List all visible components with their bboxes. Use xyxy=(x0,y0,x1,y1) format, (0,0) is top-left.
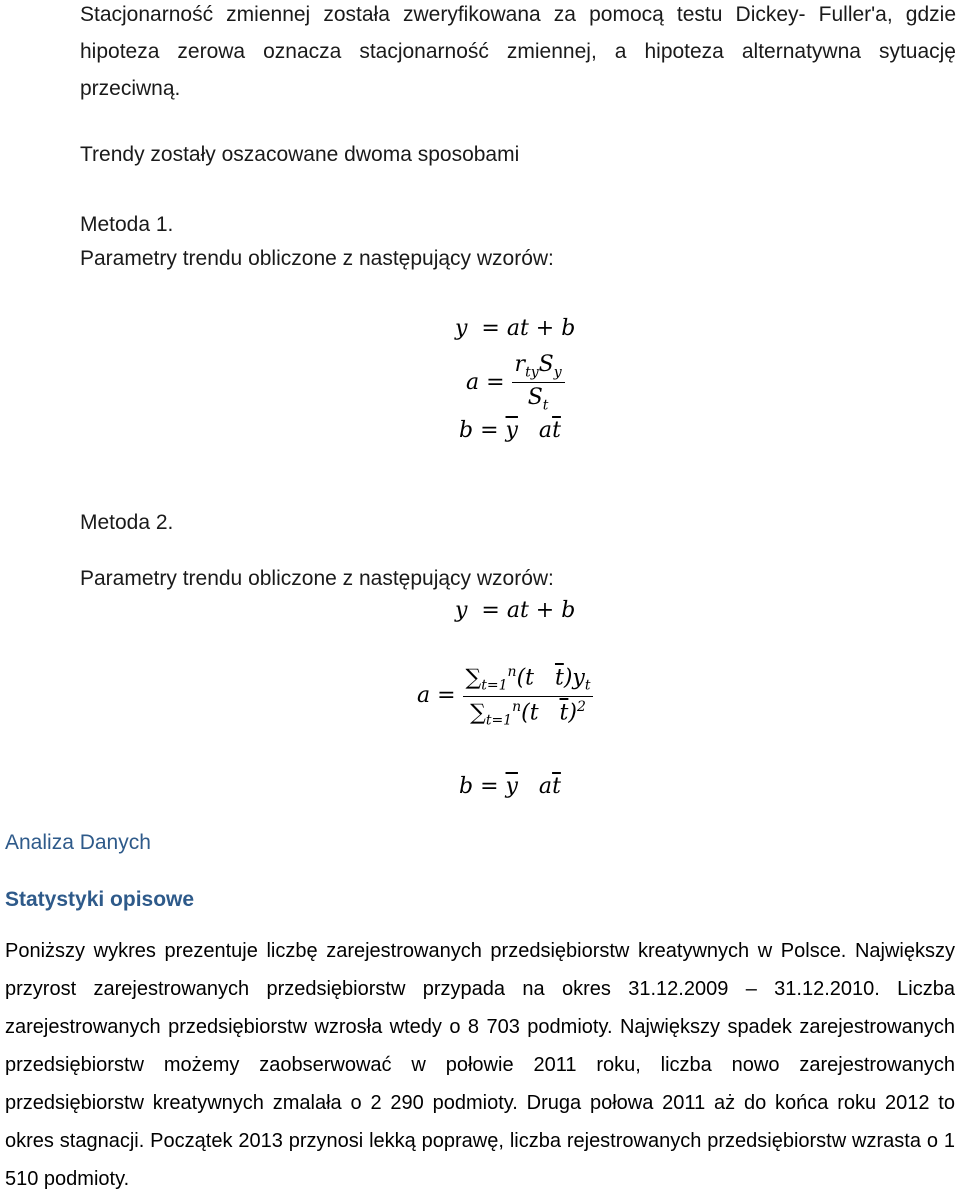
method2-formula-b: $b = \overline{y}$ $a\overline{t}$ xyxy=(459,774,561,799)
intro-paragraph: Stacjonarność zmiennej została zweryfikowana za pomocą testu Dickey- Fuller'a, gdzie hipoteza zerowa oznacza stacjonarność zmiennej, a hipoteza alternatywna sytuację przeciwną. xyxy=(80,3,956,100)
method2-description: Parametry trendu obliczone z następujący wzorów: xyxy=(80,567,554,590)
method1-title: Metoda 1. xyxy=(80,213,174,236)
body-paragraph: Poniższy wykres prezentuje liczbę zarejestrowanych przedsiębiorstw kreatywnych w Polsce. Największy przyrost zarejestrowanych przedsiębiorstw przypada na okres 31.12.2009 – 31.12.2010. Liczba zarejestrowanych przedsiębiorstw wzrosła wtedy o 8 703 podmioty. Największy spadek zarejestrowanych przedsiębiorstw możemy zaobserwować w połowie 2011 roku, liczba nowo zarejestrowanych przedsiębiorstw kreatywnych zmalała o 2 290 podmioty. Druga połowa 2011 aż do końca roku 2012 to okres stagnacji. Początek 2013 przynosi lekką poprawę, liczba rejestrowanych przedsiębiorstw wzrasta o 1 510 podmioty. xyxy=(5,940,955,1190)
method1-formula-a: a = $\frac{r_{ty}S_y}{S_t}$ xyxy=(466,352,565,414)
method2-formula-trend: y = at + b xyxy=(455,598,576,623)
trends-sentence: Trendy zostały oszacowane dwoma sposobami xyxy=(80,143,520,166)
method1-formula-b: $b = \overline{y}$ $a\overline{t}$ xyxy=(459,418,561,443)
section-heading: Analiza Danych xyxy=(5,831,151,854)
method1-description: Parametry trendu obliczone z następujący wzorów: xyxy=(80,247,554,270)
section-subheading: Statystyki opisowe xyxy=(5,888,195,911)
method2-formula-a: a = $\frac{\sum_{t=1}^n(t \overline{t})y_t}{\sum_{t=1}^n(t \overline{t})^2}$ xyxy=(417,664,593,728)
method1-formula-trend: y = at + b xyxy=(455,316,576,341)
method2-title: Metoda 2. xyxy=(80,511,174,534)
